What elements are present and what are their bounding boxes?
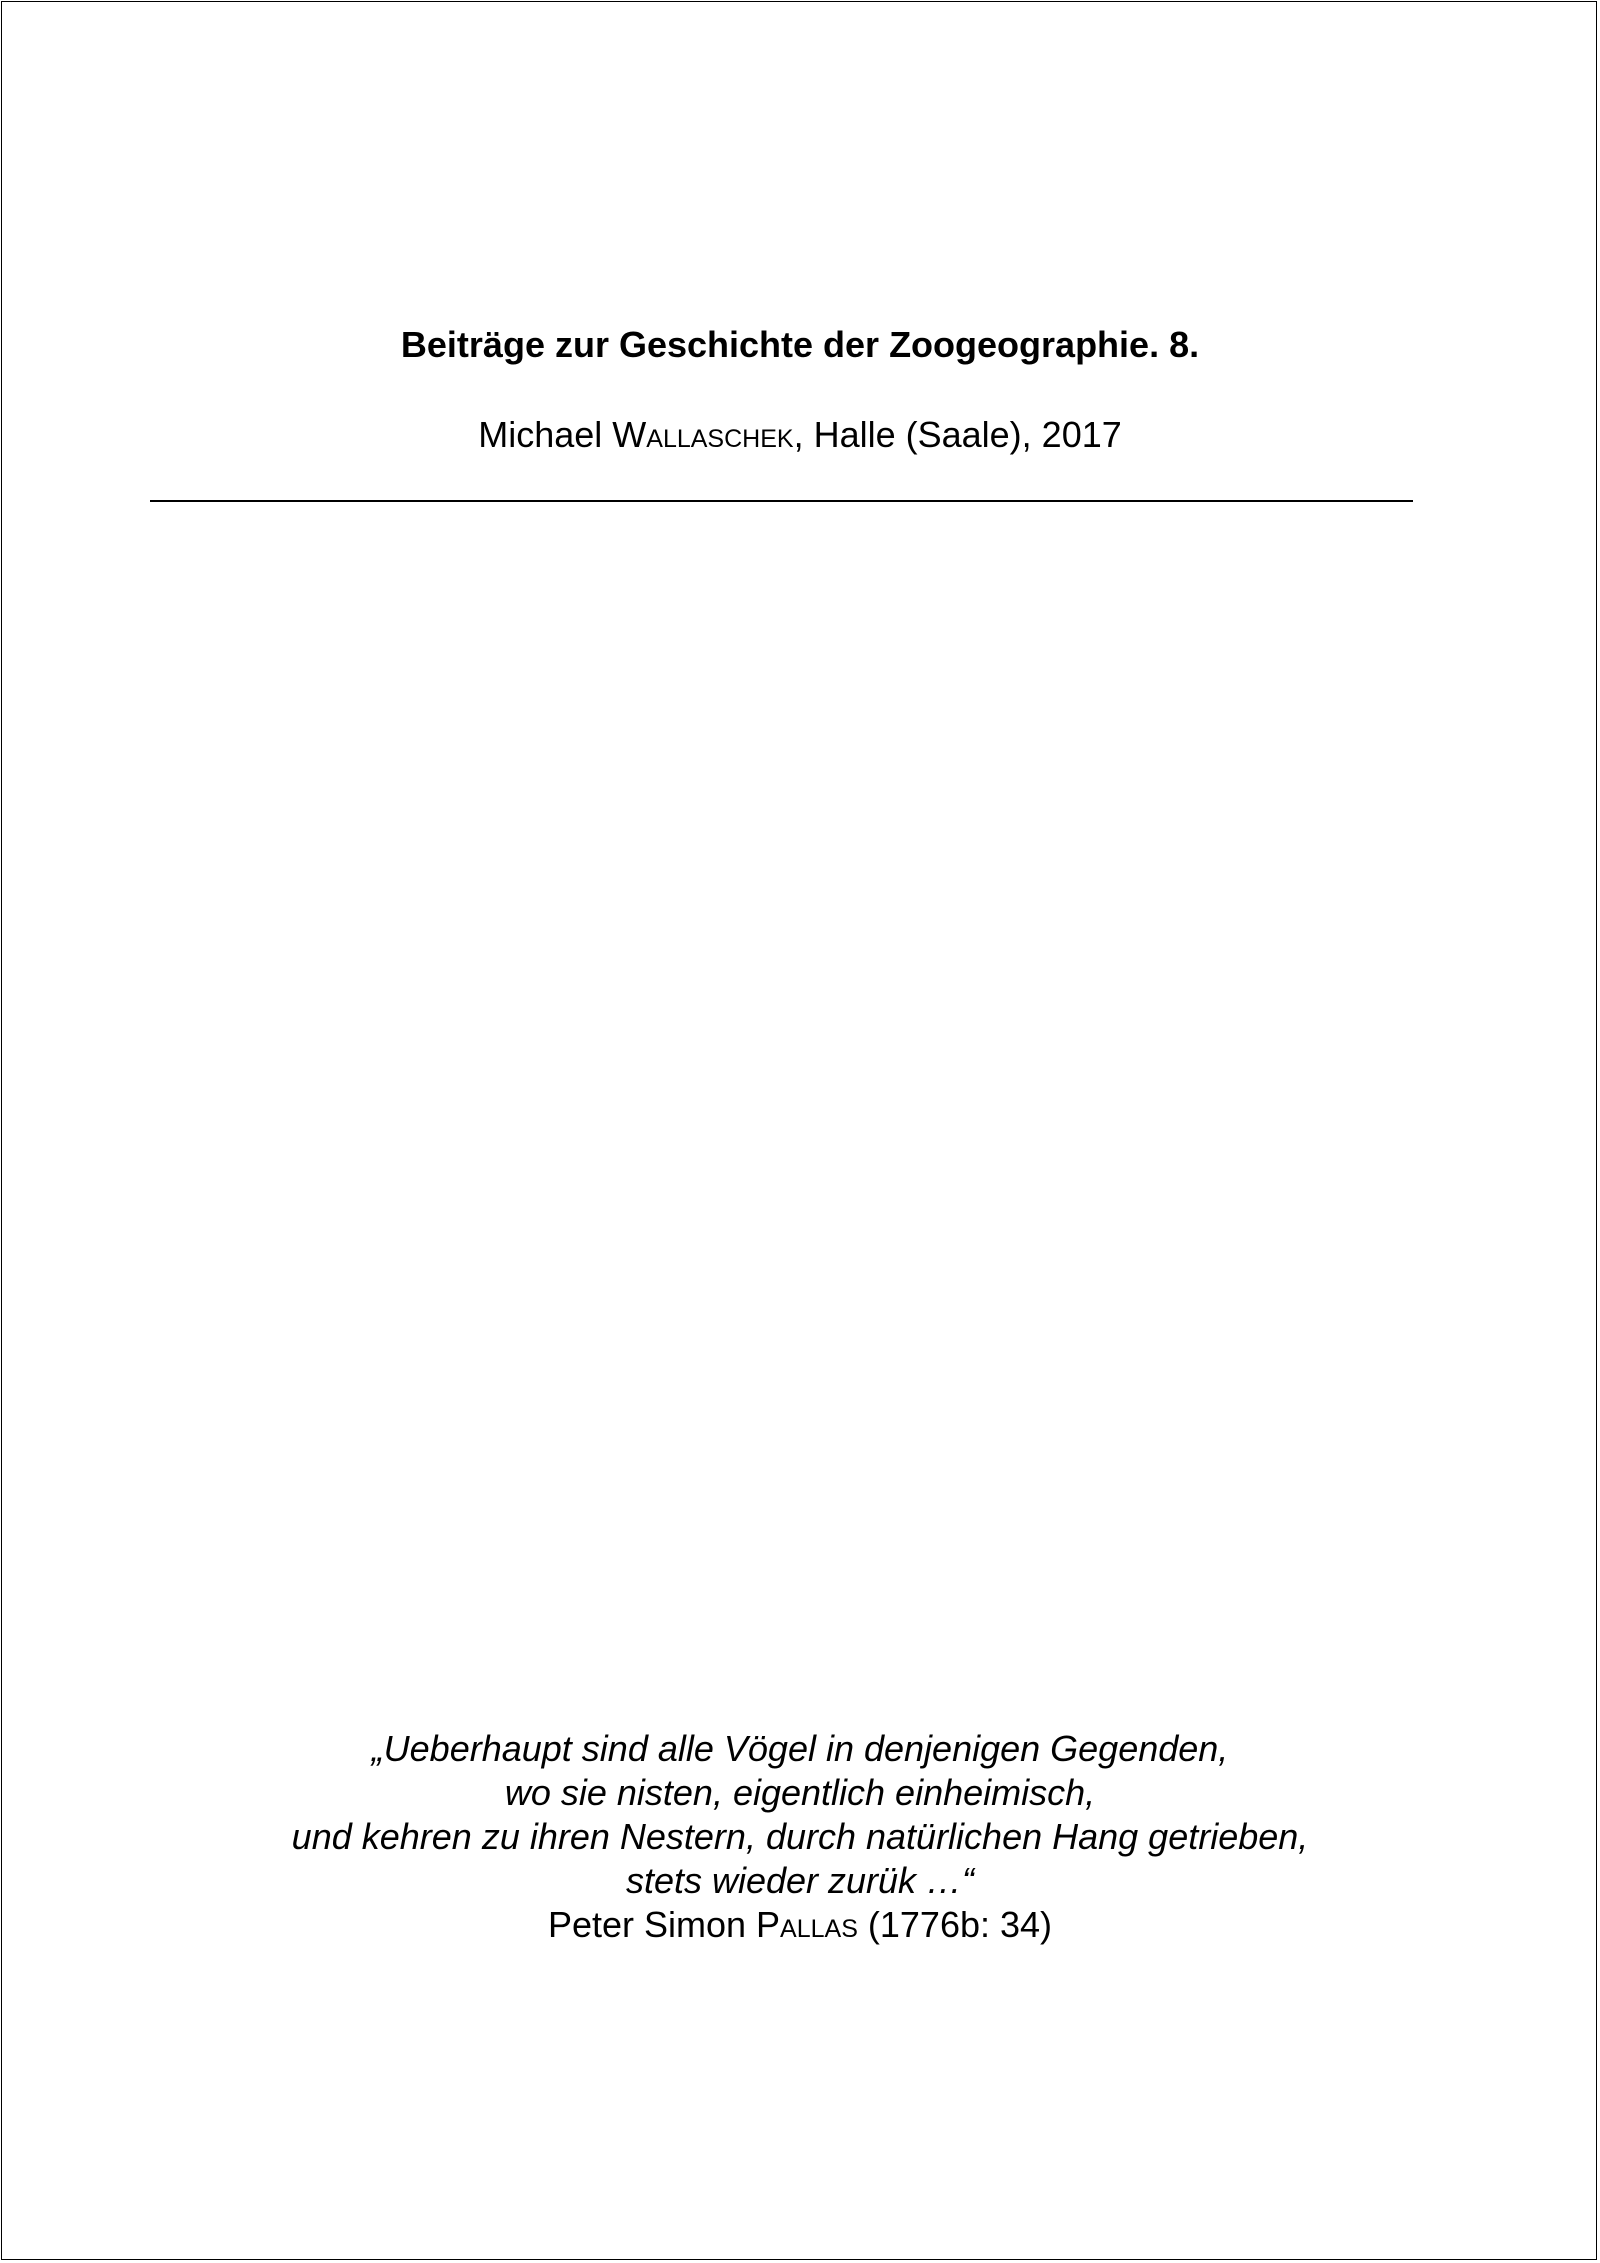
author-line — [0, 412, 1600, 458]
epigraph-line: stets wieder zurük …“ — [625, 1860, 975, 1901]
author-first-name: Michael — [478, 414, 613, 455]
author-place-year: , Halle (Saale), 2017 — [793, 414, 1122, 455]
attribution-first-name: Peter Simon — [547, 1904, 757, 1945]
document-title: Beiträge zur Geschichte der Zoogeographie. 8. — [400, 324, 1200, 365]
epigraph-line: wo sie nisten, eigentlich einheimisch, — [504, 1772, 1096, 1813]
epigraph-attribution — [0, 1903, 1600, 1947]
horizontal-divider — [150, 500, 1413, 502]
epigraph — [0, 1727, 1600, 1947]
author-surname: Wallaschek — [612, 414, 794, 455]
epigraph-line: und kehren zu ihren Nestern, durch natürlichen Hang getrieben, — [291, 1816, 1309, 1857]
attribution-surname: Pallas — [756, 1904, 858, 1945]
epigraph-line: „Ueberhaupt sind alle Vögel in denjenigen Gegenden, — [371, 1728, 1229, 1769]
attribution-citation: (1776b: 34) — [857, 1904, 1053, 1945]
